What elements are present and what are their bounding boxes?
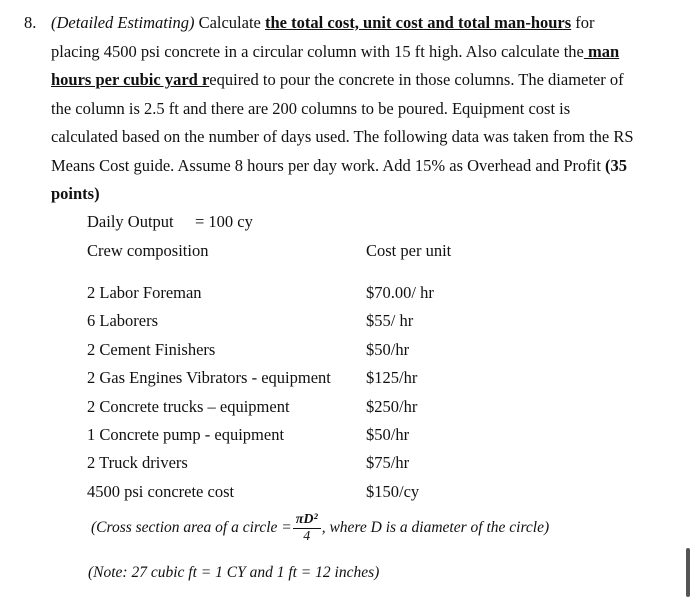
header-crew: Crew composition: [87, 241, 209, 260]
question-tag: (Detailed Estimating): [51, 13, 195, 32]
text: for: [571, 13, 595, 32]
table-row: [87, 340, 487, 360]
crew-cost: $125/hr: [366, 368, 418, 387]
crew-item: 2 Truck drivers: [87, 453, 188, 472]
crew-item: 2 Concrete trucks – equipment: [87, 397, 290, 416]
question-line-6: [51, 156, 627, 176]
table-row: [87, 482, 487, 502]
table-header: [87, 241, 487, 261]
crew-cost: $50/hr: [366, 340, 410, 359]
table-row: [87, 453, 487, 473]
crew-cost: $70.00/ hr: [366, 283, 434, 302]
crew-cost: $250/hr: [366, 397, 418, 416]
question-line-3: [51, 70, 624, 90]
fraction: [293, 512, 321, 545]
emphasis: man: [583, 42, 620, 61]
question-line-2: [51, 42, 619, 62]
denominator: 4: [303, 529, 311, 544]
table-row: [87, 425, 487, 445]
daily-output-label: Daily Output: [87, 212, 174, 231]
formula-before: (Cross section area of a circle =: [91, 519, 292, 537]
text: Means Cost guide. Assume 8 hours per day work. Add 15% as Overhead and Profit: [51, 156, 606, 175]
daily-output-value: = 100 cy: [195, 212, 253, 231]
question-line-7: points): [51, 184, 100, 203]
question-line-1: [51, 13, 595, 33]
emphasis: the total cost, unit cost and total man-hours: [265, 13, 572, 32]
header-cost: Cost per unit: [366, 241, 452, 260]
unit-note: (Note: 27 cubic ft = 1 CY and 1 ft = 12 inches): [88, 564, 380, 581]
crew-cost: $50/hr: [366, 425, 410, 444]
formula-after: , where D is a diameter of the circle): [321, 519, 550, 537]
crew-item: 6 Laborers: [87, 311, 159, 330]
question-line-5: calculated based on the number of days used. The following data was taken from the RS: [51, 127, 634, 146]
points: (35: [605, 156, 628, 175]
table-row: [87, 397, 487, 417]
crew-item: 2 Cement Finishers: [87, 340, 216, 359]
crew-cost: $150/cy: [366, 482, 420, 501]
numerator: πD²: [293, 512, 321, 529]
text: placing 4500 psi concrete in a circular column with 15 ft high. Also calculate the: [51, 42, 584, 61]
question-number: 8.: [24, 13, 37, 32]
table-row: [87, 311, 487, 331]
crew-item: 4500 psi concrete cost: [87, 482, 235, 501]
circle-area-formula: [91, 512, 549, 545]
question-line-4: the column is 2.5 ft and there are 200 columns to be poured. Equipment cost is: [51, 99, 571, 118]
daily-output: [87, 212, 487, 232]
crew-item: 2 Gas Engines Vibrators - equipment: [87, 368, 331, 387]
table-row: [87, 283, 487, 303]
crew-item: 1 Concrete pump - equipment: [87, 425, 285, 444]
table-row: [87, 368, 487, 388]
crew-item: 2 Labor Foreman: [87, 283, 202, 302]
text: Calculate: [194, 13, 265, 32]
emphasis: hours per cubic yard r: [51, 70, 210, 89]
crew-cost: $55/ hr: [366, 311, 414, 330]
text: equired to pour the concrete in those columns. The diameter of: [209, 70, 624, 89]
scrollbar[interactable]: [686, 548, 690, 597]
crew-cost: $75/hr: [366, 453, 410, 472]
